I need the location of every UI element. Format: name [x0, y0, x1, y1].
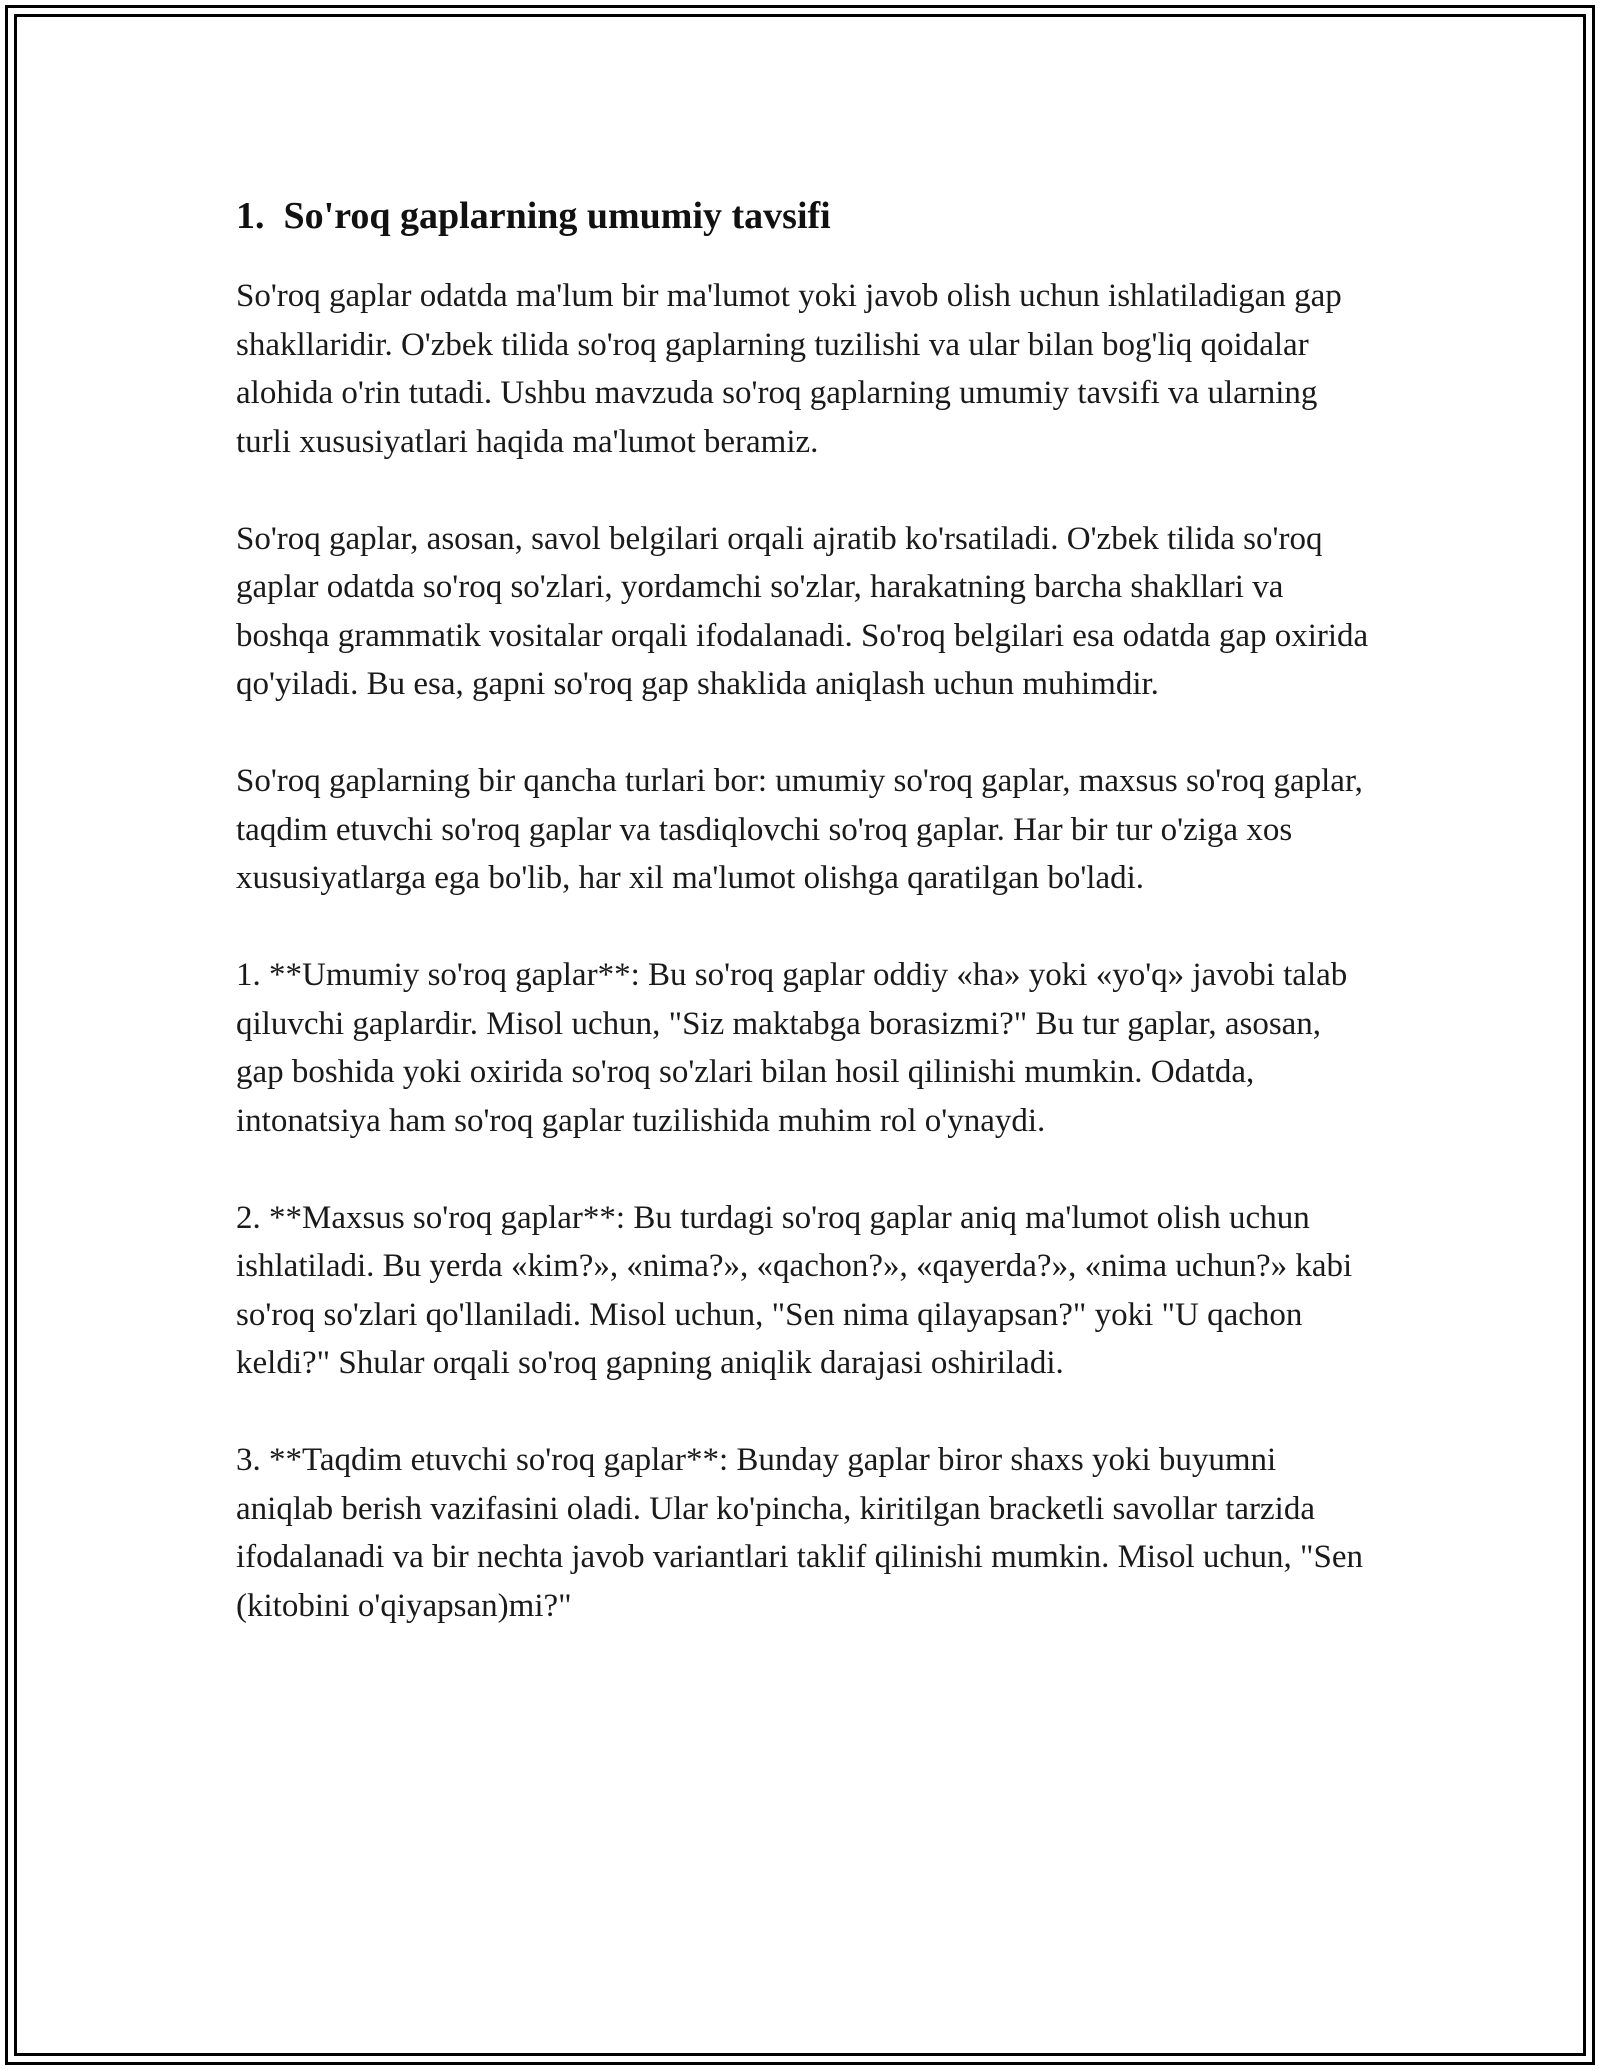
paragraph-types-overview: So'roq gaplarning bir qancha turlari bor: umumiy so'roq gaplar, maxsus so'roq gaplar, taqdim etuvchi so'roq gaplar va tasdiqlovchi so'roq gaplar. Har bir tur o'ziga xos xususiyatlarga ega bo'lib, har xil ma'lumot olishga qaratilgan bo'ladi.	[236, 763, 1363, 896]
document-body	[236, 188, 1376, 1630]
section-heading: 1. So'roq gaplarning umumiy tavsifi	[236, 195, 831, 237]
paragraph-presenting-questions: 3. **Taqdim etuvchi so'roq gaplar**: Bunday gaplar biror shaxs yoki buyumni aniqlab berish vazifasini oladi. Ular ko'pincha, kiritilgan bracketli savollar tarzida ifodalanadi va bir nechta javob variantlari taklif qilinishi mumkin. Misol uchun, "Sen (kitobini o'qiyapsan)mi?"	[236, 1442, 1363, 1624]
paragraph-intro: So'roq gaplar odatda ma'lum bir ma'lumot yoki javob olish uchun ishlatiladigan gap shakllaridir. O'zbek tilida so'roq gaplarning tuzilishi va ular bilan bog'liq qoidalar alohida o'rin tutadi. Ushbu mavzuda so'roq gaplarning umumiy tavsifi va ularning turli xususiyatlari haqida ma'lumot beramiz.	[236, 278, 1342, 460]
paragraph-special-questions: 2. **Maxsus so'roq gaplar**: Bu turdagi so'roq gaplar aniq ma'lumot olish uchun ishlatiladi. Bu yerda «kim?», «nima?», «qachon?», «qayerda?», «nima uchun?» kabi so'roq so'zlari qo'llaniladi. Misol uchun, "Sen nima qilayapsan?" yoki "U qachon keldi?" Shular orqali so'roq gapning aniqlik darajasi oshiriladi.	[236, 1199, 1353, 1381]
paragraph-question-marks: So'roq gaplar, asosan, savol belgilari orqali ajratib ko'rsatiladi. O'zbek tilida so'roq gaplar odatda so'roq so'zlari, yordamchi so'zlar, harakatning barcha shakllari va boshqa grammatik vositalar orqali ifodalanadi. So'roq belgilari esa odatda gap oxirida qo'yiladi. Bu esa, gapni so'roq gap shaklida aniqlash uchun muhimdir.	[236, 520, 1369, 702]
paragraph-general-questions: 1. **Umumiy so'roq gaplar**: Bu so'roq gaplar oddiy «ha» yoki «yo'q» javobi talab qiluvchi gaplardir. Misol uchun, "Siz maktabga borasizmi?" Bu tur gaplar, asosan, gap boshida yoki oxirida so'roq so'zlari bilan hosil qilinishi mumkin. Odatda, intonatsiya ham so'roq gaplar tuzilishida muhim rol o'ynaydi.	[236, 957, 1348, 1139]
